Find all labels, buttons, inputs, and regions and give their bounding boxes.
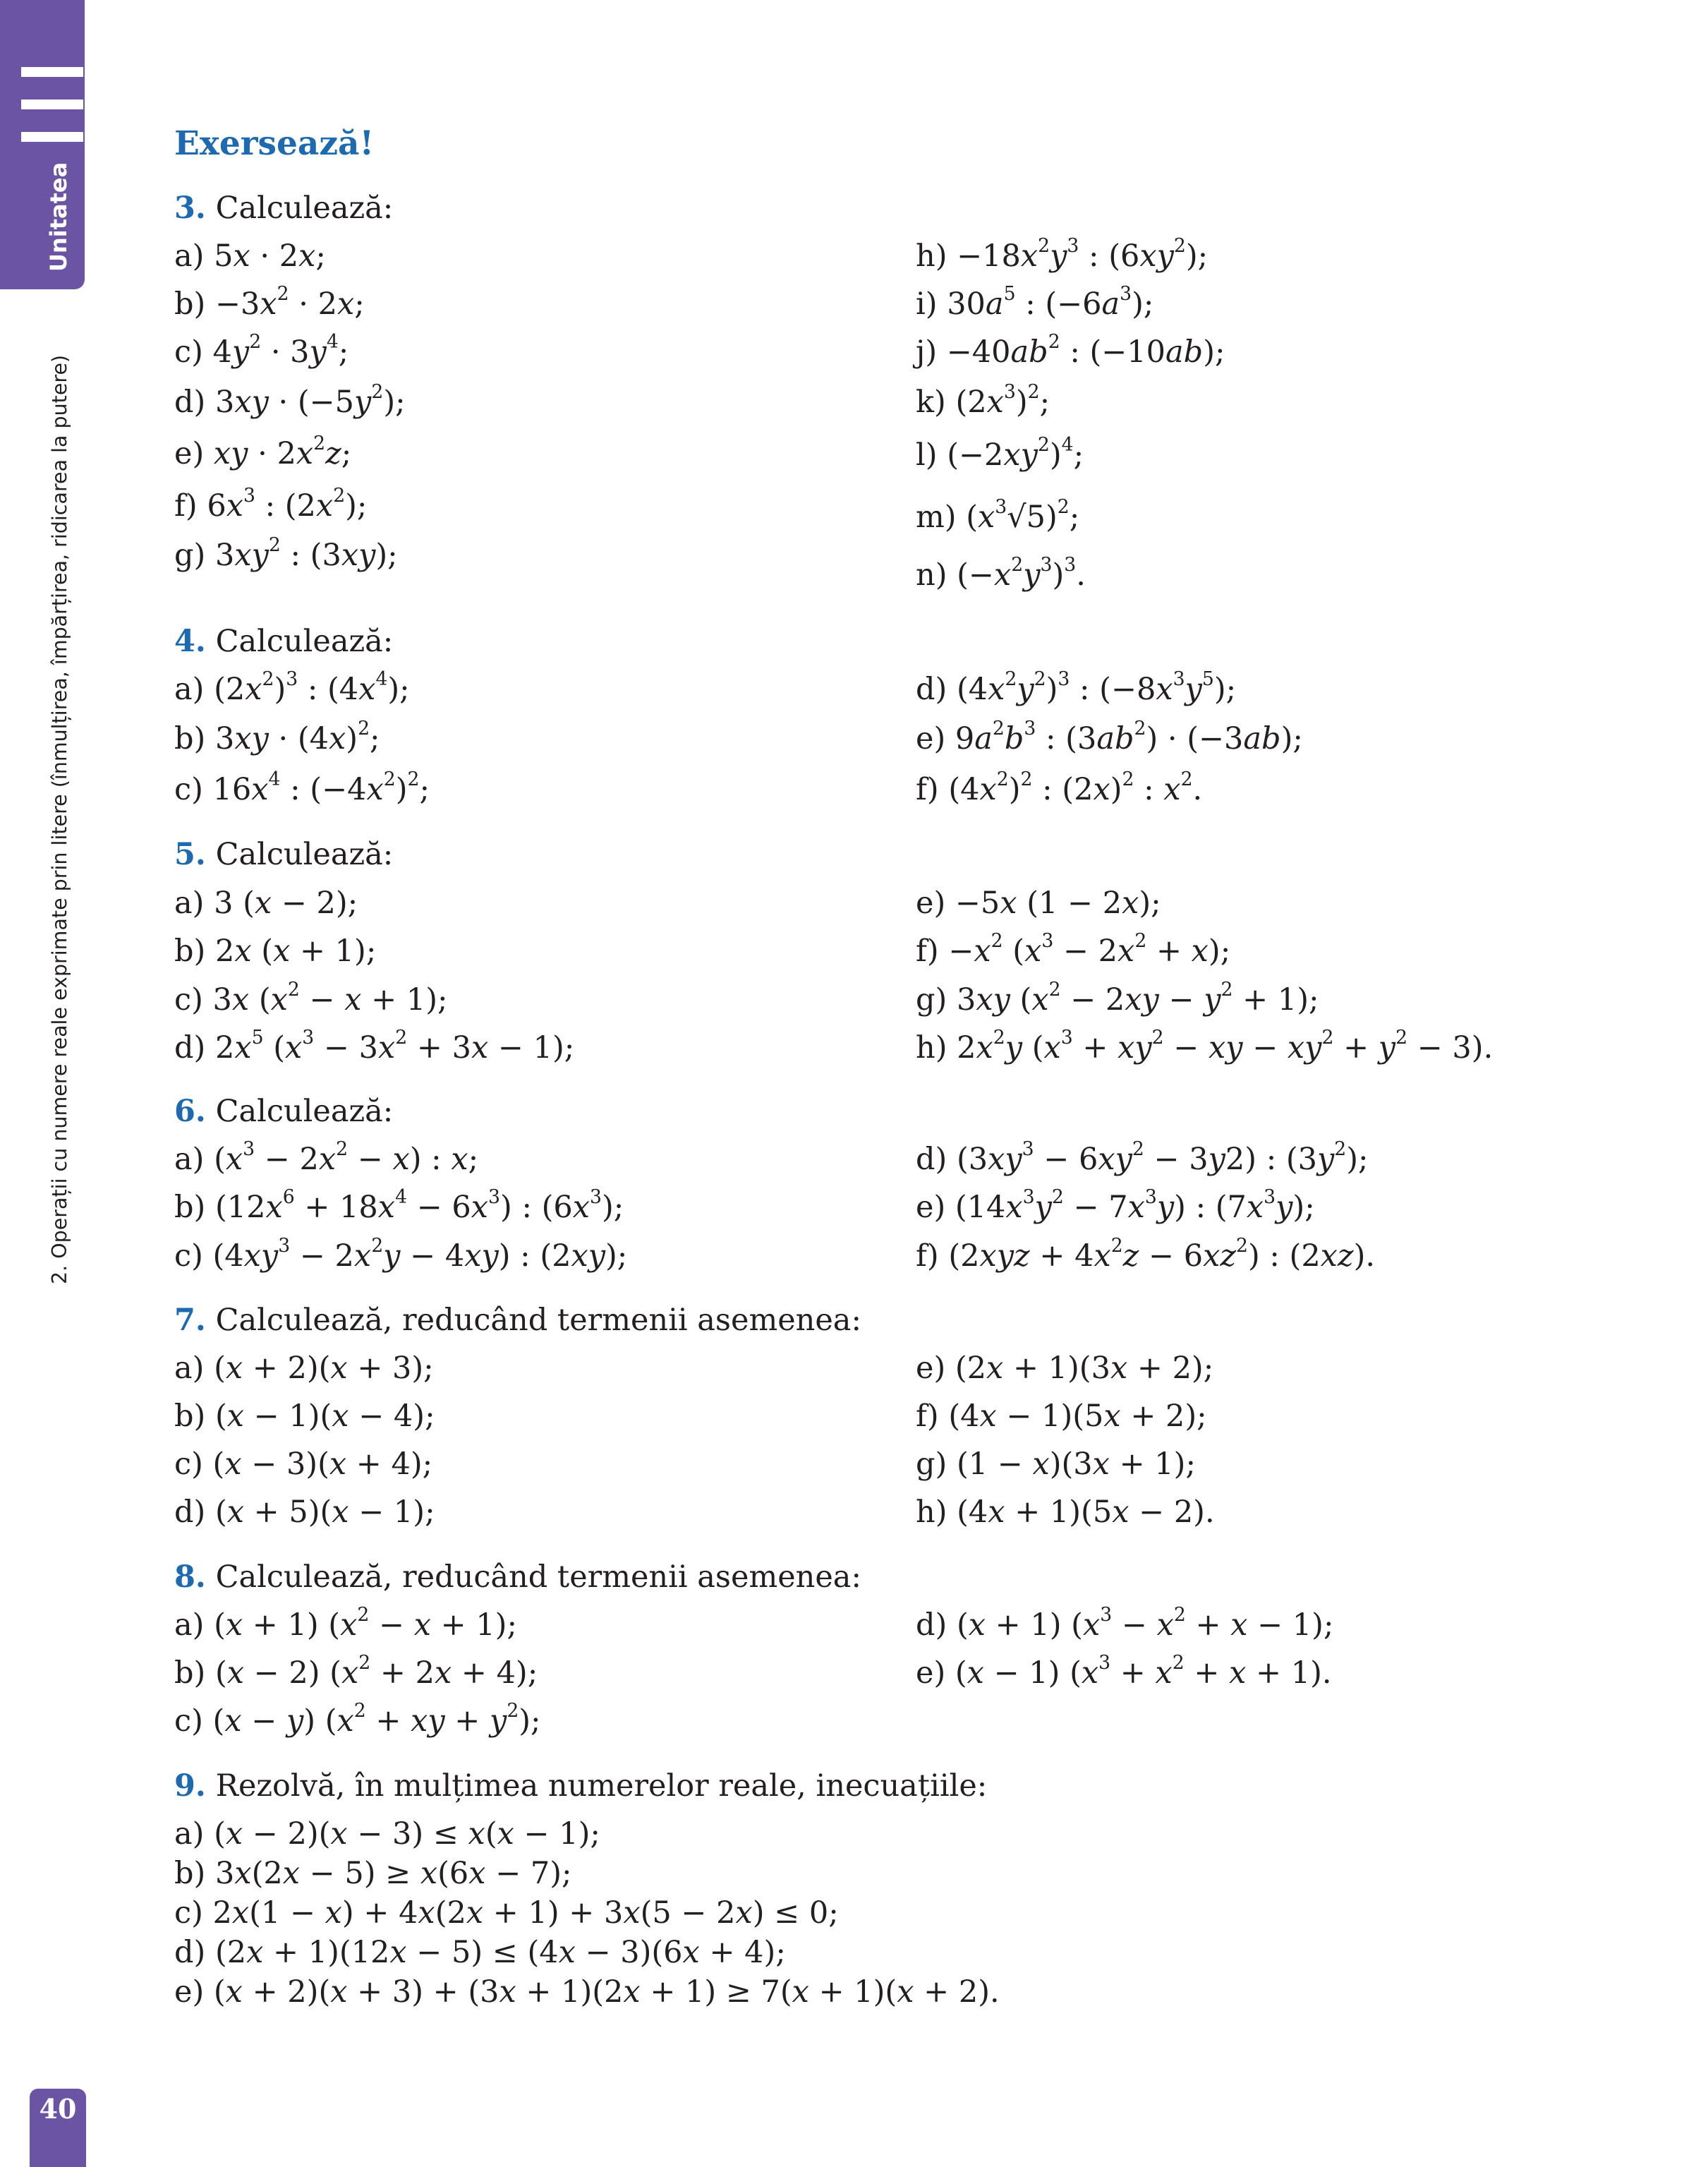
ex4-f: f) $(4x^2)^2$ : $(2x)^2$ : $x^2$. [916, 768, 1203, 807]
exercise-5-title: 5. Calculează: [174, 837, 394, 872]
unit-roman-numeral [21, 67, 83, 148]
ex5-d: d) $2x^5$ $(x^3 - 3x^2 + 3x - 1)$; [174, 1027, 575, 1066]
ex4-b: b) $3xy \cdot (4x)^2$; [174, 718, 380, 756]
exercise-8-title: 8. Calculează, reducând termenii asemenea: [174, 1559, 861, 1595]
ex3-a: a) 5x · 2x; [174, 239, 326, 274]
ex9-d: d) (2x + 1)(12x − 5) ≤ (4x − 3)(6x + 4); [174, 1935, 786, 1970]
ex5-a: a) 3 (x − 2); [174, 886, 358, 921]
ex9-e: e) (x + 2)(x + 3) + (3x + 1)(2x + 1) ≥ 7(x + 1)(x + 2). [174, 1974, 1000, 2010]
ex9-c: c) 2x(1 − x) + 4x(2x + 1) + 3x(5 − 2x) ≤ 0; [174, 1895, 839, 1931]
ex5-g: g) 3xy $(x^2 - 2xy - y^2 + 1)$; [916, 979, 1319, 1018]
ex9-b: b) 3x(2x − 5) ≥ x(6x − 7); [174, 1856, 572, 1891]
ex4-e: e) $9a^2b^3$ : $(3ab^2) \cdot (-3ab)$; [916, 718, 1303, 756]
exercise-7-title: 7. Calculează, reducând termenii asemenea: [174, 1303, 861, 1338]
ex3-f: f) $6x^3$ : $(2x^2)$; [174, 485, 368, 524]
ex3-i: i) $30a^5$ : $(-6a^3)$; [916, 283, 1154, 322]
ex7-g: g) (1 − x)(3x + 1); [916, 1447, 1196, 1482]
ex7-c: c) (x − 3)(x + 4); [174, 1447, 433, 1482]
ex8-b: b) (x − 2) $(x^2 + 2x + 4)$; [174, 1652, 538, 1691]
ex5-c: c) 3x $(x^2 - x + 1)$; [174, 979, 448, 1018]
chapter-title: 2. Operații cu numere reale exprimate prin litere (înmulțirea, împărțirea, ridicarea la putere) [48, 354, 71, 1284]
ex7-h: h) (4x + 1)(5x − 2). [916, 1495, 1215, 1530]
ex8-c: c) (x − y) ($x^2$ + xy + $y^2$); [174, 1700, 541, 1739]
ex3-g: g) $3xy^2$ : (3xy); [174, 534, 398, 573]
ex3-c: c) $4y^2 \cdot 3y^4$; [174, 331, 349, 370]
ex8-d: d) (x + 1) $(x^3 - x^2 + x - 1)$; [916, 1604, 1334, 1643]
ex3-l: l) $(-2xy^2)^4$; [916, 434, 1084, 473]
ex5-f: $f) -x^2$ $(x^3 - 2x^2 + x)$; [916, 930, 1231, 969]
ex4-d: d) $(4x^2y^2)^3$ : $(-8x^3y^5)$; [916, 668, 1237, 707]
ex5-e: e) −5x (1 − 2x); [916, 886, 1161, 921]
ex7-a: a) (x + 2)(x + 3); [174, 1351, 434, 1386]
exercise-3-title: 3. Calculează: [174, 191, 394, 226]
ex3-m: m) $(x^3√5)^2$; [916, 496, 1080, 535]
ex6-c: c) $(4xy^3 - 2x^2y - 4xy)$ : (2xy); [174, 1235, 628, 1274]
ex9-a: a) (x − 2)(x − 3) ≤ x(x − 1); [174, 1816, 600, 1852]
exercise-6-title: 6. Calculează: [174, 1094, 394, 1129]
exercise-9-title: 9. Rezolvă, în mulțimea numerelor reale, inecuațiile: [174, 1768, 988, 1804]
ex8-e: e) (x − 1) $(x^3 + x^2 + x + 1)$. [916, 1652, 1332, 1691]
ex3-d: d) $3xy \cdot (-5y^2)$; [174, 381, 406, 420]
section-heading: Exersează! [174, 124, 375, 163]
ex3-h: $h) -18x^2y^3$ : $(6xy^2)$; [916, 235, 1209, 274]
ex4-a: a) $(2x^2)^3$ : $(4x^4)$; [174, 668, 410, 707]
ex7-b: b) (x − 1)(x − 4); [174, 1399, 435, 1434]
ex4-c: c) $16x^4$ : $(-4x^2)^2$; [174, 768, 430, 807]
ex7-f: f) (4x − 1)(5x + 2); [916, 1399, 1207, 1434]
ex6-d: d) $(3xy^3 - 6xy^2 - 3y2)$ : $(3y^2)$; [916, 1138, 1369, 1177]
ex6-e: e) $(14x^3y^2 - 7x^3y)$ : $(7x^3y)$; [916, 1186, 1315, 1225]
ex6-f: f) $(2xyz + 4x^2z - 6xz^2)$ : (2xz). [916, 1235, 1376, 1274]
ex7-e: e) (2x + 1)(3x + 2); [916, 1351, 1214, 1386]
ex6-a: a) $(x^3 - 2x^2 - x)$ : x; [174, 1138, 479, 1177]
ex3-k: k) $(2x^3)^2$; [916, 381, 1050, 420]
ex6-b: b) $(12x^6 + 18x^4 - 6x^3)$ : $(6x^3)$; [174, 1186, 624, 1225]
ex3-n: n) $(-x^2y^3)^3$. [916, 554, 1086, 593]
ex7-d: d) (x + 5)(x − 1); [174, 1495, 435, 1530]
page-number: 40 [39, 2093, 77, 2125]
ex5-h: h) $2x^2y$ ($x^3 + xy^2$ − xy − $xy^2 + y^2 - 3$). [916, 1027, 1494, 1066]
ex8-a: a) (x + 1) $(x^2 - x + 1)$; [174, 1604, 517, 1643]
exercise-4-title: 4. Calculează: [174, 624, 394, 659]
ex3-e: e) xy · $2x^2z$; [174, 433, 352, 471]
ex3-b: $b) -3x^2 \cdot 2x$; [174, 283, 365, 322]
ex5-b: b) 2x (x + 1); [174, 934, 377, 969]
unit-label: Unitatea [45, 162, 72, 272]
ex3-j: $j) -40ab^2$ : (−10ab); [916, 331, 1225, 370]
